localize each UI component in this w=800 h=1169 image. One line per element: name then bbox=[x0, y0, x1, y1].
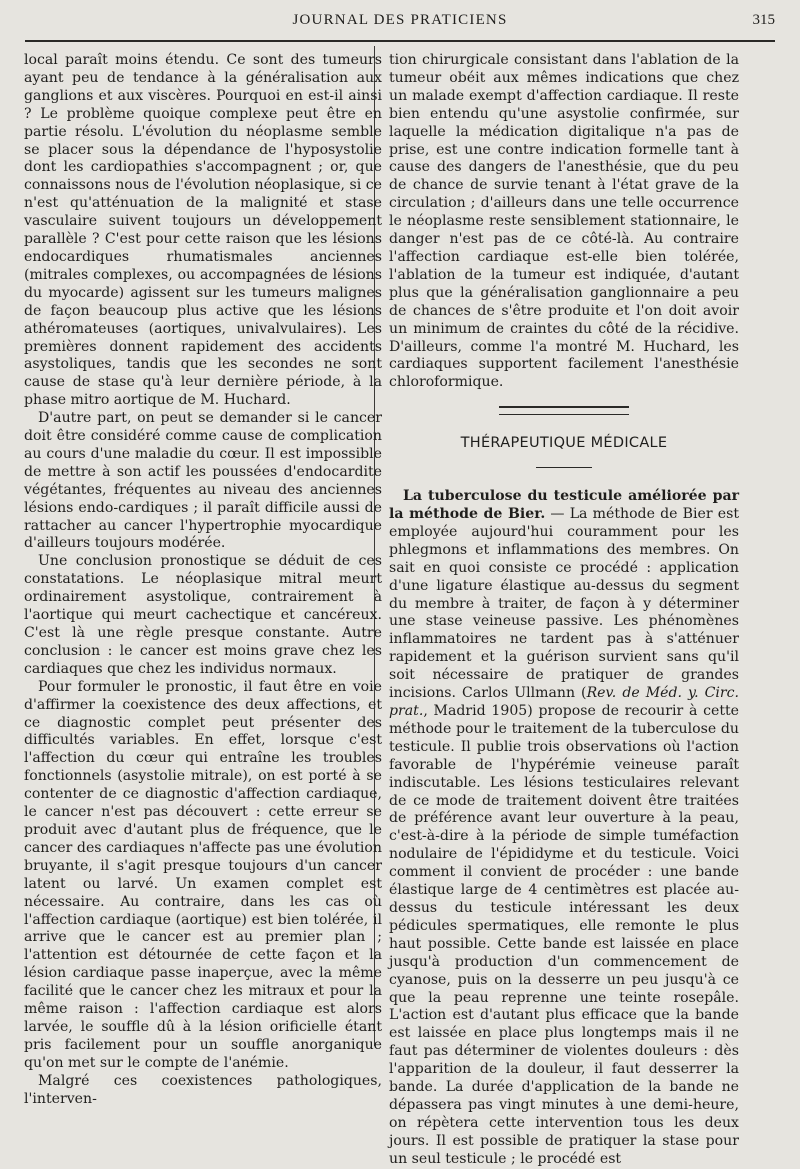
article-text-continued: , Madrid 1905) propose de recourir à cette méthode pour le traitement de la tuberculose du testicule. Il publie trois observations où l'action favorable de l'hypérémie veineuse paraît indiscutable. Les lésions testiculaires relevant de ce mode de traitement doivent être traitées de préférence avant leur ouverture à la peau, c'est-à-dire à la période de simple tuméfaction nodulaire de l'épididyme et du testicule. Voici comment il convient de procéder : une bande élastique large de 4 centimètres est placée au-dessus du testicule intéressant les deux pédicules spermatiques, elle remonte le plus haut possible. Cette bande est laissée en place jusqu'à production d'un commencement de cyanose, puis on la desserre un peu jusqu'à ce que la peau reprenne une teinte rosepâle. L'action est d'autant plus efficace que la bande est laissée en place plus longtemps mais il ne faut pas déterminer de violentes douleurs : dès l'apparition de la douleur, il faut desserrer la bande. La durée d'application de la bande ne dépassera pas vingt minutes à une demi-heure, on répètera cette intervention tous les deux jours. Il est possible de pratiquer la stase pour un seul testicule ; le procédé est bbox=[389, 703, 739, 1167]
section-title: THÉRAPEUTIQUE MÉDICALE bbox=[460, 435, 668, 452]
paragraph: tion chirurgicale consistant dans l'ablation de la tumeur obéit aux mêmes indications que chez un malade exempt d'affection cardiaque. Il reste bien entendu qu'une asystolie confirmée, sur laquelle la médication digitalique n'a pas de prise, est une contre indication formelle tant à cause des dangers de l'anesthésie, que du peu de chance de survie tenant à l'état grave de la circulation ; d'ailleurs dans une telle occurrence le néoplasme reste sensiblement stationnaire, le danger n'est pas de ce côté-là. Au contraire l'affection cardiaque est-elle bien tolérée, l'ablation de la tumeur est indiquée, d'autant plus que la généralisation ganglionnaire a peu de chances de s'être produite et l'on doit avoir un minimum de craintes du côté de la récidive. D'ailleurs, comme l'a montré M. Huchard, les cardiaques supportent facilement l'anesthésie chloroformique. bbox=[389, 52, 739, 391]
paragraph: D'autre part, on peut se demander si le cancer doit être considéré comme cause de complication au cours d'une maladie du cœur. Il est impossible de mettre à son actif les poussées d'endocardite végétantes, fréquentes au niveau des anciennes lésions endo-cardiques ; il paraît difficile aussi de rattacher au cancer l'hypertrophie myocardique d'ailleurs toujours modérée. bbox=[24, 410, 382, 552]
paragraph: Pour formuler le pronostic, il faut être en voie d'affirmer la coexistence des deux affections, et ce diagnostic complet peut présenter des difficultés variables. En effet, lorsque c'est l'affection du cœur qui entraîne les troubles fonctionnels (asystolie mitrale), on est porté à se contenter de ce diagnostic d'affection cardiaque, le cancer n'est pas découvert : cette erreur se produit avec d'autant plus de fréquence, que le cancer des cardiaques n'affecte pas une évolution bruyante, il s'agit presque toujours d'un cancer latent ou larvé. Un examen complet est nécessaire. Au contraire, dans les cas où l'affection cardiaque (aortique) est bien tolérée, il arrive que le cancer est au premier plan ; l'attention est détournée de cette façon et la lésion cardiaque passe inaperçue, avec la même facilité que le cancer chez les mitraux et pour la même raison : l'affection cardiaque est alors larvée, le souffle dû à la lésion orificielle étant pris facilement pour un souffle anorganique qu'on met sur le compte de l'anémie. bbox=[24, 678, 382, 1071]
page-number: 315 bbox=[752, 12, 775, 28]
section-rule bbox=[536, 467, 592, 468]
section-ornament bbox=[499, 406, 629, 415]
page-header bbox=[25, 12, 775, 34]
citation: Rev. de Méd. y. Circ. prat. bbox=[389, 685, 740, 719]
article-paragraph bbox=[389, 488, 739, 1168]
article-text: — La méthode de Bier est employée aujourd'hui couramment pour les phlegmons et inflammations des membres. On sait en quoi consiste ce procédé : application d'une ligature élastique au-dessus du segment du membre à traiter, de façon à y déterminer une stase veineuse passive. Les phénomènes inflammatoires ne tardent pas à s'atténuer rapidement et la guérison survient sans qu'il soit nécessaire de pratiquer de grandes incisions. Carlos Ullmann ( bbox=[389, 506, 739, 702]
paragraph: Une conclusion pronostique se déduit de ces constatations. Le néoplasique mitral meurt ordinairement asystolique, contrairement à l'aortique qui meurt cachectique et cancéreux. C'est là une règle presque constante. Autre conclusion : le cancer est moins grave chez les cardiaques que chez les individus normaux. bbox=[24, 553, 382, 677]
paragraph: local paraît moins étendu. Ce sont des tumeurs ayant peu de tendance à la généralisation aux ganglions et aux viscères. Pourquoi en est-il ainsi ? Le problème quoique complexe peut être en partie résolu. L'évolution du néoplasme semble se placer sous la dépendance de l'hyposystolie dont les cardiopathies s'accompagnent ; or, que connaissons nous de l'évolution néoplasique, si ce n'est qu'atténuation de la malignité et stase vasculaire suivent toujours un développement parallèle ? C'est pour cette raison que les lésions endocardiques rhumatismales anciennes (mitrales complexes, ou accompagnées de lésions du myocarde) agissent sur les tumeurs malignes de façon beaucoup plus active que les lésions athéromateuses (aortiques, univalvulaires). Les premières donnent rapidement des accidents asystoliques, tandis que les secondes ne sont cause de stase qu'à leur dernière période, à la phase mitro aortique de M. Huchard. bbox=[24, 52, 382, 409]
article-heading: La tuberculose du testicule améliorée par la méthode de Bier. bbox=[389, 488, 739, 523]
paragraph: Malgré ces coexistences pathologiques, l'interven- bbox=[24, 1072, 382, 1107]
right-column bbox=[389, 52, 739, 1169]
header-rule bbox=[25, 40, 775, 42]
journal-title: JOURNAL DES PRATICIENS bbox=[292, 12, 508, 28]
left-column bbox=[24, 52, 382, 1108]
